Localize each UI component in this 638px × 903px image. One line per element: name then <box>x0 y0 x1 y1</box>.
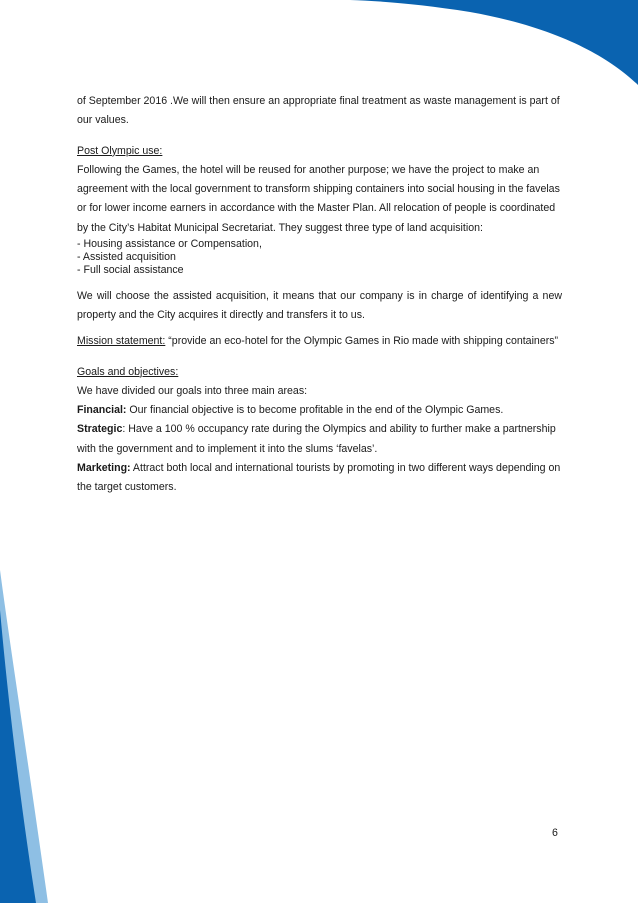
top-swoosh-dark <box>350 0 638 85</box>
financial-text: Our financial objective is to become profitable in the end of the Olympic Games. <box>126 404 504 417</box>
post-olympic-heading: Post Olympic use: <box>77 144 163 157</box>
marketing-label: Marketing: <box>77 462 131 475</box>
land-acquisition-list <box>77 238 562 278</box>
paragraph-assisted-acquisition: We will choose the assisted acquisition, it means that our company is in charge of identifying a new property and the City acquires it directly and transfers it to us. <box>77 289 562 321</box>
left-swoosh-dark <box>0 610 36 903</box>
list-item: - Housing assistance or Compensation, <box>77 238 262 251</box>
paragraph-september: of September 2016 .We will then ensure an appropriate final treatment as waste management is part of our values. <box>77 95 560 127</box>
goal-strategic <box>77 420 562 459</box>
goals-heading: Goals and objectives: <box>77 365 179 378</box>
document-body <box>77 92 562 498</box>
paragraph-post-olympic: Following the Games, the hotel will be reused for another purpose; we have the project to make an agreement with the local government to transform shipping containers into social housing in the favelas or for lower income earners in accordance with the Master Plan. All relocation of people is coordinated by the City’s Habitat Municipal Secretariat. They suggest three type of land acquisition: <box>77 163 560 234</box>
mission-label: Mission statement: <box>77 335 166 348</box>
strategic-label: Strategic <box>77 423 123 436</box>
goals-intro: We have divided our goals into three main areas: <box>77 384 308 397</box>
top-swoosh-light <box>470 0 638 45</box>
page-number: 6 <box>552 827 558 839</box>
list-item: - Assisted acquisition <box>77 251 176 264</box>
mission-statement <box>77 332 562 351</box>
strategic-text: : Have a 100 % occupancy rate during the Olympics and ability to further make a partnership with the government and to implement it into the slums ‘favelas’. <box>77 423 556 455</box>
goal-financial <box>77 401 562 420</box>
marketing-text: Attract both local and international tourists by promoting in two different ways depending on the target customers. <box>77 462 561 494</box>
financial-label: Financial: <box>77 404 127 417</box>
goal-marketing <box>77 459 562 498</box>
mission-text: “provide an eco-hotel for the Olympic Games in Rio made with shipping containers” <box>165 335 559 348</box>
left-swoosh-light <box>0 570 48 903</box>
list-item: - Full social assistance <box>77 264 184 277</box>
